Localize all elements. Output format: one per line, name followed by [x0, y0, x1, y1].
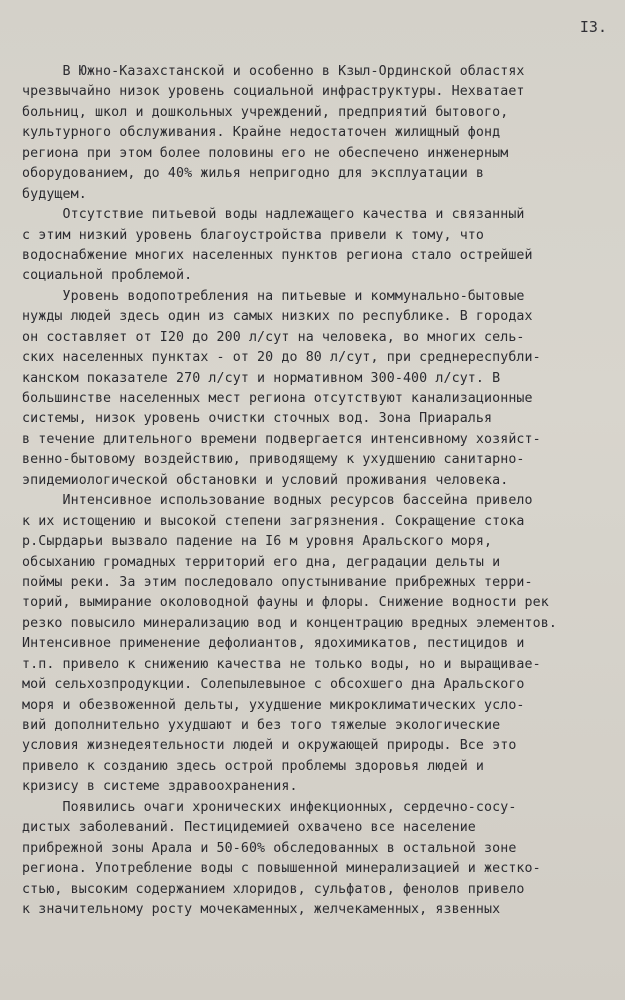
text-line: моря и обезвоженной дельты, ухудшение микроклиматических усло- — [22, 697, 525, 713]
text-line: он составляет от I20 до 200 л/сут на человека, во многих сель- — [22, 329, 525, 345]
text-line: обсыханию громадных территорий его дна, деградации дельты и — [22, 554, 501, 570]
text-line: Появились очаги хронических инфекционных, сердечно-сосу- — [22, 799, 517, 815]
text-line: системы, низок уровень очистки сточных вод. Зона Приаралья — [22, 411, 493, 427]
text-line: условия жизнедеятельности людей и окружающей природы. Все это — [22, 738, 517, 754]
text-line: эпидемиологической обстановки и условий проживания человека. — [22, 472, 509, 488]
text-line: в течение длительного времени подвергается интенсивному хозяйст- — [22, 431, 541, 447]
text-line: региона при этом более половины его не обеспечено инженерным — [22, 145, 509, 161]
text-line: большинстве населенных мест региона отсутствуют канализационные — [22, 391, 533, 406]
text-line: Интенсивное использование водных ресурсов бассейна привело — [22, 493, 533, 509]
text-line: резко повысило минерализацию вод и концентрацию вредных элементов. — [22, 615, 557, 631]
text-line: к значительному росту мочекаменных, желчекаменных, язвенных — [22, 901, 501, 917]
text-line: вий дополнительно ухудшают и без того тяжелые экологические — [22, 718, 501, 733]
text-line: Интенсивное применение дефолиантов, ядохимикатов, пестицидов и — [22, 636, 525, 652]
text-line: больниц, школ и дошкольных учреждений, предприятий бытового, — [22, 104, 509, 120]
text-line: культурного обслуживания. Крайне недостаточен жилищный фонд — [22, 125, 501, 141]
text-line: т.п. привело к снижению качества не только воды, но и выращивае- — [22, 656, 541, 672]
text-line: Отсутствие питьевой воды надлежащего качества и связанный — [22, 207, 525, 223]
text-line: поймы реки. За этим последовало опустынивание прибрежных терри- — [22, 574, 533, 590]
text-line: мой сельхозпродукции. Солепылевыное с обсохшего дна Аральского — [22, 677, 525, 693]
text-line: с этим низкий уровень благоустройства привели к тому, что — [22, 227, 485, 243]
text-line: ских населенных пунктах - от 20 до 80 л/сут, при среднереспубли- — [22, 350, 541, 366]
text-line: торий, вымирание околоводной фауны и флоры. Снижение водности рек — [22, 595, 549, 611]
text-line: кризису в системе здравоохранения. — [22, 779, 298, 795]
text-line: к их истощению и высокой степени загрязнения. Сокращение стока — [22, 513, 525, 529]
text-line: дистых заболеваний. Пестицидемией охвачено все население — [22, 820, 476, 836]
text-line: стью, высоким содержанием хлоридов, сульфатов, фенолов привело — [22, 881, 525, 897]
text-line: р.Сырдарьи вызвало падение на I6 м уровня Аральского моря, — [22, 534, 493, 550]
text-line: прибрежной зоны Арала и 50-60% обследованных в остальной зоне — [22, 840, 517, 856]
text-line: оборудованием, до 40% жилья непригодно для эксплуатации в — [22, 166, 485, 182]
text-line: канском показателе 270 л/сут и нормативном 300-400 л/сут. В — [22, 370, 501, 386]
text-line: В Южно-Казахстанской и особенно в Кзыл-Ординской областях — [22, 64, 525, 79]
text-line: привело к созданию здесь острой проблемы здоровья людей и — [22, 758, 485, 774]
text-line: Уровень водопотребления на питьевые и коммунально-бытовые — [22, 288, 525, 304]
text-line: нужды людей здесь один из самых низких по республике. В городах — [22, 309, 533, 325]
text-line: региона. Употребление воды с повышенной минерализацией и жестко- — [22, 861, 541, 877]
text-line: водоснабжение многих населенных пунктов региона стало острейшей — [22, 247, 533, 263]
text-line: социальной проблемой. — [22, 268, 193, 284]
text-line: будущем. — [22, 186, 87, 202]
typewritten-body-text — [22, 62, 612, 920]
text-line: венно-бытовому воздействию, приводящему к ухудшению санитарно- — [22, 452, 525, 468]
page-number: I3. — [579, 18, 607, 36]
text-line: чрезвычайно низок уровень социальной инфраструктуры. Нехватает — [22, 84, 525, 100]
